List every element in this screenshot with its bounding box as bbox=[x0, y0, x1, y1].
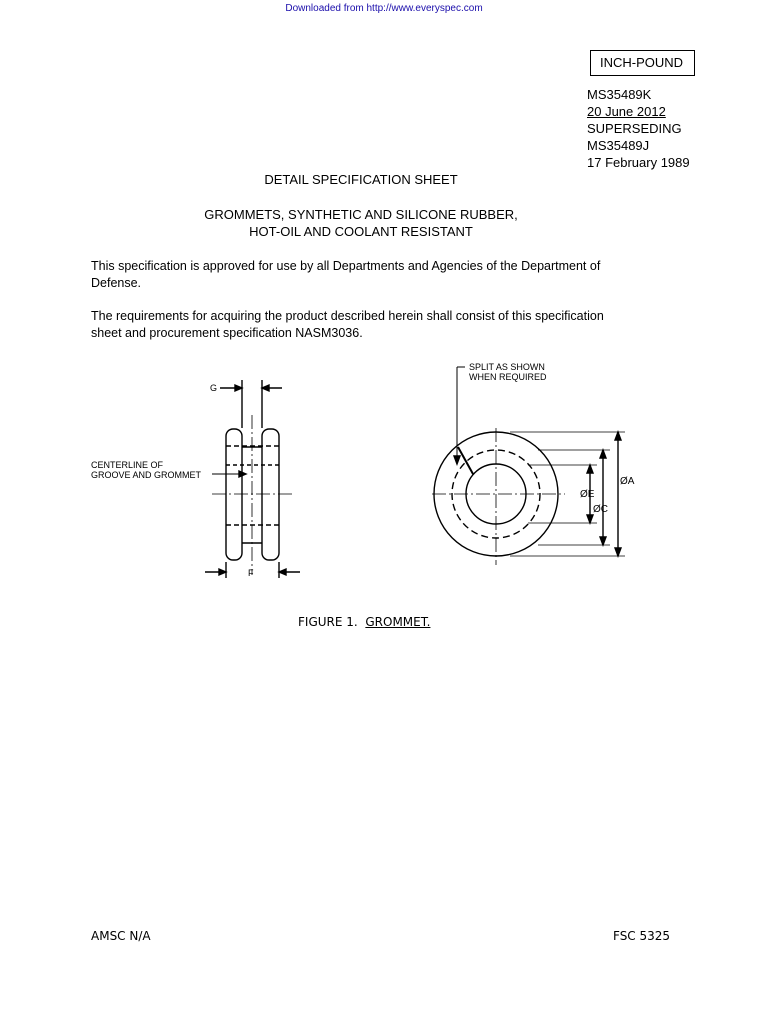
doc-date: 20 June 2012 bbox=[587, 104, 666, 119]
doc-id: MS35489K bbox=[587, 87, 652, 102]
superseded-date: 17 February 1989 bbox=[587, 155, 690, 170]
superseded-id: MS35489J bbox=[587, 138, 650, 153]
fsc-code: FSC 5325 bbox=[613, 929, 671, 943]
label-split-2: WHEN REQUIRED bbox=[469, 372, 547, 382]
amsc-code: AMSC N/A bbox=[91, 929, 151, 943]
title-line-1: GROMMETS, SYNTHETIC AND SILICONE RUBBER, bbox=[204, 207, 518, 222]
download-link[interactable]: Downloaded from http://www.everyspec.com bbox=[285, 3, 483, 14]
figure-title: GROMMET. bbox=[365, 615, 431, 629]
label-f: F bbox=[248, 568, 254, 578]
label-g: G bbox=[210, 383, 218, 393]
figure-caption bbox=[298, 615, 430, 629]
sheet-type-heading: DETAIL SPECIFICATION SHEET bbox=[264, 172, 458, 187]
approval-paragraph: This specification is approved for use by all Departments and Agencies of the Department of Defense. bbox=[91, 259, 601, 290]
title-line-2: HOT-OIL AND COOLANT RESISTANT bbox=[249, 224, 473, 239]
figure-number: FIGURE 1. bbox=[298, 615, 358, 629]
label-dia-a: ØA bbox=[620, 476, 635, 487]
classification-box: INCH-POUND bbox=[590, 50, 695, 76]
superseding-label: SUPERSEDING bbox=[587, 121, 682, 136]
label-dia-c: ØC bbox=[593, 504, 608, 515]
label-centerline-2: GROOVE AND GROMMET bbox=[91, 470, 202, 480]
requirements-paragraph: The requirements for acquiring the product described herein shall consist of this specification sheet and procurement specification NASM3036. bbox=[91, 309, 604, 340]
label-centerline-1: CENTERLINE OF bbox=[91, 460, 164, 470]
label-dia-e: ØE bbox=[580, 489, 595, 500]
label-split-1: SPLIT AS SHOWN bbox=[469, 362, 545, 372]
